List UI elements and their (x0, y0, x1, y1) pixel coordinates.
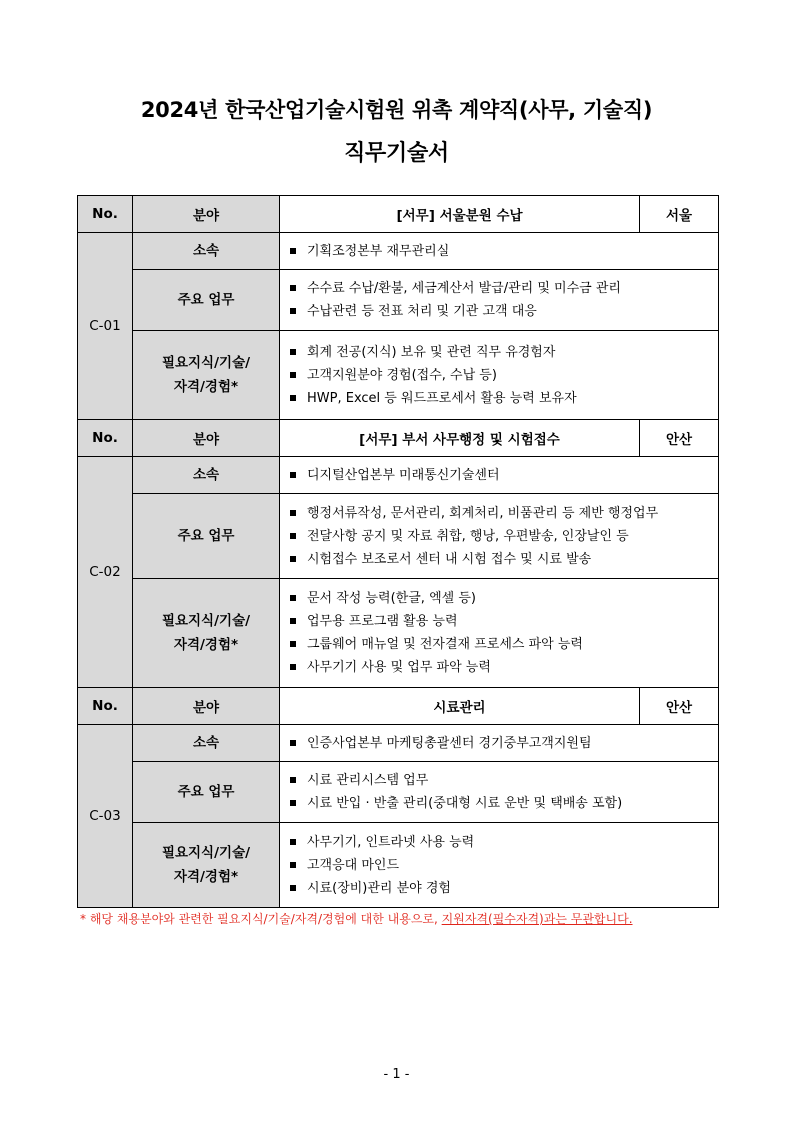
affiliation-row (78, 233, 719, 270)
job-header-row (78, 688, 719, 725)
affiliation-cell (280, 457, 719, 494)
requirement-item: HWP, Excel 등 워드프로세서 활용 능력 보유자 (290, 387, 712, 410)
job-title: 시료관리 (280, 688, 640, 725)
duties-row (78, 494, 719, 579)
duty-item: 행정서류작성, 문서관리, 회계처리, 비품관리 등 제반 행정업무 (290, 502, 712, 525)
job-location: 안산 (640, 688, 719, 725)
header-field: 분야 (133, 196, 280, 233)
job-code: C-02 (78, 457, 133, 688)
requirements-label-line1: 필요지식/기술/ (161, 613, 251, 629)
affiliation-cell (280, 725, 719, 762)
job-location: 안산 (640, 420, 719, 457)
requirements-label (133, 823, 280, 908)
duties-cell (280, 762, 719, 823)
job-description-table (77, 195, 719, 908)
duties-label: 주요 업무 (133, 494, 280, 579)
requirements-row (78, 579, 719, 688)
document-subtitle: 직무기술서 (344, 141, 449, 166)
duty-item: 시험접수 보조로서 센터 내 시험 접수 및 시료 발송 (290, 548, 712, 571)
requirement-item: 업무용 프로그램 활용 능력 (290, 610, 712, 633)
duties-label: 주요 업무 (133, 762, 280, 823)
duty-item: 수수료 수납/환불, 세금계산서 발급/관리 및 미수금 관리 (290, 277, 712, 300)
footnote-text: 해당 채용분야와 관련한 필요지식/기술/자격/경험에 대한 내용으로, (86, 912, 442, 926)
duties-row (78, 270, 719, 331)
document-title: 2024년 한국산업기술시험원 위촉 계약직(사무, 기술직) (140, 98, 653, 122)
job-header-row (78, 196, 719, 233)
requirements-cell (280, 579, 719, 688)
affiliation-label: 소속 (133, 725, 280, 762)
duty-item: 수납관련 등 전표 처리 및 기관 고객 대응 (290, 300, 712, 323)
requirements-cell (280, 823, 719, 908)
header-field: 분야 (133, 688, 280, 725)
job-code: C-01 (78, 233, 133, 420)
duties-row (78, 762, 719, 823)
requirements-label-line1: 필요지식/기술/ (161, 845, 251, 861)
requirement-item: 문서 작성 능력(한글, 엑셀 등) (290, 587, 712, 610)
requirements-label-line2: 자격/경험* (173, 637, 239, 653)
requirements-label (133, 331, 280, 420)
affiliation-label: 소속 (133, 457, 280, 494)
requirement-item: 시료(장비)관리 분야 경험 (290, 877, 712, 900)
duty-item: 시료 반입 · 반출 관리(중대형 시료 운반 및 택배송 포함) (290, 792, 712, 815)
requirements-cell (280, 331, 719, 420)
requirement-item: 그룹웨어 매뉴얼 및 전자결재 프로세스 파악 능력 (290, 633, 712, 656)
affiliation-row (78, 725, 719, 762)
duty-item: 전달사항 공지 및 자료 취합, 행낭, 우편발송, 인장날인 등 (290, 525, 712, 548)
duties-label: 주요 업무 (133, 270, 280, 331)
header-field: 분야 (133, 420, 280, 457)
affiliation-label: 소속 (133, 233, 280, 270)
job-table-body (78, 196, 719, 908)
header-no: No. (78, 196, 133, 233)
header-no: No. (78, 420, 133, 457)
requirement-item: 사무기기, 인트라넷 사용 능력 (290, 831, 712, 854)
requirement-item: 사무기기 사용 및 업무 파악 능력 (290, 656, 712, 679)
footnote-star: * (80, 912, 86, 926)
requirement-item: 고객응대 마인드 (290, 854, 712, 877)
affiliation-item: 디지털산업본부 미래통신기술센터 (290, 464, 712, 487)
header-no: No. (78, 688, 133, 725)
requirements-label-line2: 자격/경험* (173, 379, 239, 395)
job-title: [서무] 부서 사무행정 및 시험접수 (280, 420, 640, 457)
duties-cell (280, 494, 719, 579)
affiliation-cell (280, 233, 719, 270)
footnote (80, 910, 633, 927)
job-code: C-03 (78, 725, 133, 908)
requirements-row (78, 823, 719, 908)
requirement-item: 회계 전공(지식) 보유 및 관련 직무 유경험자 (290, 341, 712, 364)
affiliation-item: 인증사업본부 마케팅총괄센터 경기중부고객지원팀 (290, 732, 712, 755)
job-location: 서울 (640, 196, 719, 233)
affiliation-item: 기획조정본부 재무관리실 (290, 240, 712, 263)
job-header-row (78, 420, 719, 457)
duties-cell (280, 270, 719, 331)
page-number: - 1 - (383, 1067, 410, 1082)
requirements-label-line1: 필요지식/기술/ (161, 355, 251, 371)
affiliation-row (78, 457, 719, 494)
requirements-label (133, 579, 280, 688)
requirements-label-line2: 자격/경험* (173, 869, 239, 885)
requirements-row (78, 331, 719, 420)
requirement-item: 고객지원분야 경험(접수, 수납 등) (290, 364, 712, 387)
footnote-underlined-text: 지원자격(필수자격)과는 무관합니다. (441, 912, 633, 926)
duty-item: 시료 관리시스템 업무 (290, 769, 712, 792)
job-title: [서무] 서울분원 수납 (280, 196, 640, 233)
